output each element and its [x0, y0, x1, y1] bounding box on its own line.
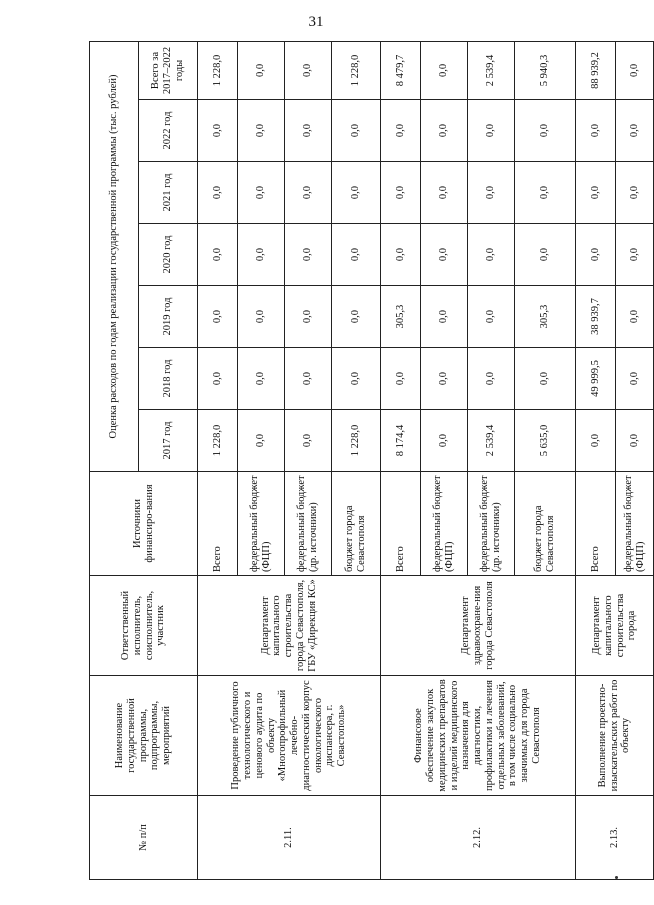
cell-value: 0,0	[198, 286, 238, 348]
row-name: Выполнение проектно-изыскательских работ по объекту	[576, 676, 654, 796]
cell-value: 0,0	[238, 224, 285, 286]
cell-value: 0,0	[576, 410, 616, 472]
row-number: 2.13.	[576, 796, 654, 880]
header-estimate: Оценка расходов по годам реализации государственной программы (тыс. рублей)	[90, 41, 139, 471]
cell-value: 0,0	[381, 224, 421, 286]
cell-total: 1 228,0	[332, 41, 381, 99]
header-source: Источники финансиро-вания	[90, 472, 198, 576]
cell-value: 0,0	[576, 224, 616, 286]
cell-total: 0,0	[285, 41, 332, 99]
row-source: федеральный бюджет (ФЦП)	[616, 472, 654, 576]
cell-value: 305,3	[515, 286, 576, 348]
cell-value: 0,0	[285, 286, 332, 348]
cell-value: 0,0	[468, 162, 515, 224]
scan-speck	[615, 876, 618, 879]
header-year: 2021 год	[139, 162, 198, 224]
cell-value: 0,0	[616, 286, 654, 348]
cell-value: 0,0	[421, 100, 468, 162]
cell-total: 0,0	[238, 41, 285, 99]
rotated-table-container	[89, 42, 646, 880]
table-row	[198, 41, 238, 879]
row-source: федеральный бюджет (др. источники)	[285, 472, 332, 576]
row-source: федеральный бюджет (ФЦП)	[238, 472, 285, 576]
cell-value: 0,0	[285, 100, 332, 162]
cell-value: 0,0	[198, 100, 238, 162]
cell-value: 0,0	[515, 100, 576, 162]
cell-value: 0,0	[238, 100, 285, 162]
header-num: № п/п	[90, 796, 198, 880]
cell-value: 0,0	[285, 224, 332, 286]
row-executor: Департамент капитального строительства города Севастополя, ГБУ «Дирекция КС»	[198, 576, 381, 676]
row-name: Финансовое обеспечение закупок медицинских препаратов и изделий медицинского назначения для диагностики, профилактики и лечения отдельных заболеваний, в том числе социально значимых для города Севастополя	[381, 676, 576, 796]
cell-value: 49 999,5	[576, 348, 616, 410]
cell-total: 1 228,0	[198, 41, 238, 99]
budget-table	[89, 41, 654, 880]
cell-value: 0,0	[381, 100, 421, 162]
header-year: 2017 год	[139, 410, 198, 472]
cell-value: 0,0	[332, 224, 381, 286]
header-name: Наименование государственной программы, подпрограммы, мероприятий	[90, 676, 198, 796]
row-source: бюджет города Севастополя	[515, 472, 576, 576]
cell-value: 2 539,4	[468, 410, 515, 472]
row-source: федеральный бюджет (ФЦП)	[421, 472, 468, 576]
cell-value: 0,0	[468, 286, 515, 348]
cell-value: 0,0	[285, 348, 332, 410]
cell-total: 0,0	[421, 41, 468, 99]
row-source: Всего	[381, 472, 421, 576]
cell-value: 0,0	[576, 162, 616, 224]
cell-value: 0,0	[515, 162, 576, 224]
row-number: 2.11.	[198, 796, 381, 880]
cell-value: 0,0	[332, 348, 381, 410]
cell-total: 5 940,3	[515, 41, 576, 99]
cell-value: 0,0	[238, 162, 285, 224]
row-source: федеральный бюджет (др. источники)	[468, 472, 515, 576]
cell-value: 0,0	[238, 348, 285, 410]
cell-value: 0,0	[238, 286, 285, 348]
cell-value: 8 174,4	[381, 410, 421, 472]
cell-value: 0,0	[421, 410, 468, 472]
cell-total: 8 479,7	[381, 41, 421, 99]
row-name: Проведение публичного технологического и ценового аудита по объекту «Многопрофильный лечебно-диагностический корпус онкологического диспансера, г. Севастополь»	[198, 676, 381, 796]
cell-value: 0,0	[468, 348, 515, 410]
cell-value: 0,0	[616, 162, 654, 224]
row-executor: Департамент здравоохране-ния города Севастополя	[381, 576, 576, 676]
header-year: 2019 год	[139, 286, 198, 348]
header-year-total: Всего за 2017–2022 годы	[139, 41, 198, 99]
cell-value: 0,0	[515, 224, 576, 286]
cell-total: 88 939,2	[576, 41, 616, 99]
table-row	[381, 41, 421, 879]
page-number: 31	[308, 14, 324, 30]
cell-value: 0,0	[238, 410, 285, 472]
header-year: 2022 год	[139, 100, 198, 162]
cell-value: 0,0	[381, 162, 421, 224]
cell-value: 0,0	[198, 348, 238, 410]
cell-value: 0,0	[468, 100, 515, 162]
row-source: бюджет города Севастополя	[332, 472, 381, 576]
row-executor: Департамент капитального строительства города	[576, 576, 654, 676]
table-body	[198, 41, 654, 879]
cell-value: 0,0	[332, 286, 381, 348]
cell-value: 0,0	[381, 348, 421, 410]
header-year: 2020 год	[139, 224, 198, 286]
cell-total: 2 539,4	[468, 41, 515, 99]
cell-value: 0,0	[285, 162, 332, 224]
header-year: 2018 год	[139, 348, 198, 410]
cell-value: 0,0	[616, 410, 654, 472]
cell-value: 305,3	[381, 286, 421, 348]
cell-value: 0,0	[421, 348, 468, 410]
row-source: Всего	[198, 472, 238, 576]
header-exec: Ответственный исполнитель, соисполнитель, участник	[90, 576, 198, 676]
cell-total: 0,0	[616, 41, 654, 99]
cell-value: 0,0	[198, 224, 238, 286]
cell-value: 38 939,7	[576, 286, 616, 348]
cell-value: 0,0	[421, 162, 468, 224]
cell-value: 0,0	[616, 224, 654, 286]
cell-value: 0,0	[332, 100, 381, 162]
cell-value: 1 228,0	[332, 410, 381, 472]
table-row	[576, 41, 616, 879]
cell-value: 1 228,0	[198, 410, 238, 472]
cell-value: 0,0	[515, 348, 576, 410]
cell-value: 0,0	[616, 348, 654, 410]
row-number: 2.12.	[381, 796, 576, 880]
cell-value: 0,0	[468, 224, 515, 286]
cell-value: 0,0	[332, 162, 381, 224]
row-source: Всего	[576, 472, 616, 576]
cell-value: 5 635,0	[515, 410, 576, 472]
cell-value: 0,0	[198, 162, 238, 224]
cell-value: 0,0	[421, 286, 468, 348]
cell-value: 0,0	[421, 224, 468, 286]
cell-value: 0,0	[285, 410, 332, 472]
cell-value: 0,0	[576, 100, 616, 162]
cell-value: 0,0	[616, 100, 654, 162]
